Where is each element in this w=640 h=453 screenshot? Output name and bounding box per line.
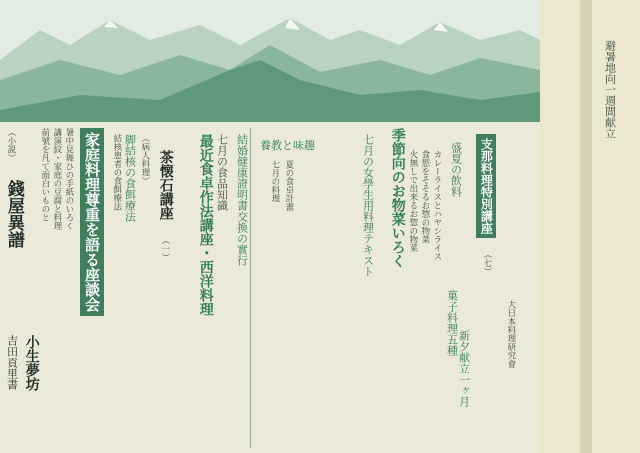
kisetsu-item-1: 火無しで出来るお惣の物菜 <box>407 150 418 252</box>
keikaku-author: （病人料理） <box>139 134 150 185</box>
seika-title: 盛夏の飲料 <box>449 142 463 197</box>
small-text-c: 暑中見舞ひの手紙のいろく <box>63 128 74 230</box>
book-author: 吉田貢里書 <box>5 335 19 390</box>
zadankai-title: 家庭料理尊重を語る座談会 <box>80 128 104 316</box>
chakaiseki-title: 茶懐石講座 <box>157 150 174 220</box>
kisetsu-item-2: 食慾をそそるお惣の物菜 <box>419 150 430 244</box>
small-text-g: 夏の食卓計畫 <box>283 160 294 211</box>
hoken-title: 結婚健康證明書交換の實行 <box>235 134 249 266</box>
keikaku-note: 結核患者の食餌療法 <box>111 134 122 211</box>
book-title: 錢屋異譜 <box>3 180 24 248</box>
author-header: 小生夢坊 <box>23 335 40 391</box>
small-text-e: 避暑地向一週間献立 <box>603 40 617 139</box>
kisetsu-title: 季節向のお物菜いろく <box>389 128 406 268</box>
keikaku-title: 脚結核の食餌療法 <box>123 134 137 222</box>
small-text-a: 前號を凡て面白いものと <box>39 128 50 222</box>
kyoyo-title: 養教と味趣 <box>260 139 315 152</box>
divider-1 <box>250 128 251 448</box>
shin-title: 新夕献立一ヶ月 <box>457 330 471 407</box>
kashi-title: 菓子料理五種 <box>445 290 459 356</box>
right-page-edge <box>540 0 640 453</box>
side-label: （小説） <box>5 128 16 162</box>
small-text-d: 大日本料理研究會 <box>505 300 516 368</box>
small-text-b: 講演紋・家庭の豆腐と料理 <box>51 128 62 230</box>
small-text-f: 七月の料理 <box>269 160 280 203</box>
kinsei-title: 最近食卓作法講座・西洋料理 <box>197 134 214 316</box>
kinsei-sub: 七月の食品知識 <box>215 134 229 211</box>
sina-num: （七） <box>481 250 492 276</box>
kisetsu-item-3: カレーライスとハヤシライス <box>431 150 442 261</box>
page-fold <box>580 0 592 453</box>
sina-title: 支那料理特別講座 <box>476 134 496 238</box>
chakaiseki-num: （一） <box>159 236 170 262</box>
kyoyo-sub: 七月の女學生用料理テキスト <box>361 134 375 277</box>
